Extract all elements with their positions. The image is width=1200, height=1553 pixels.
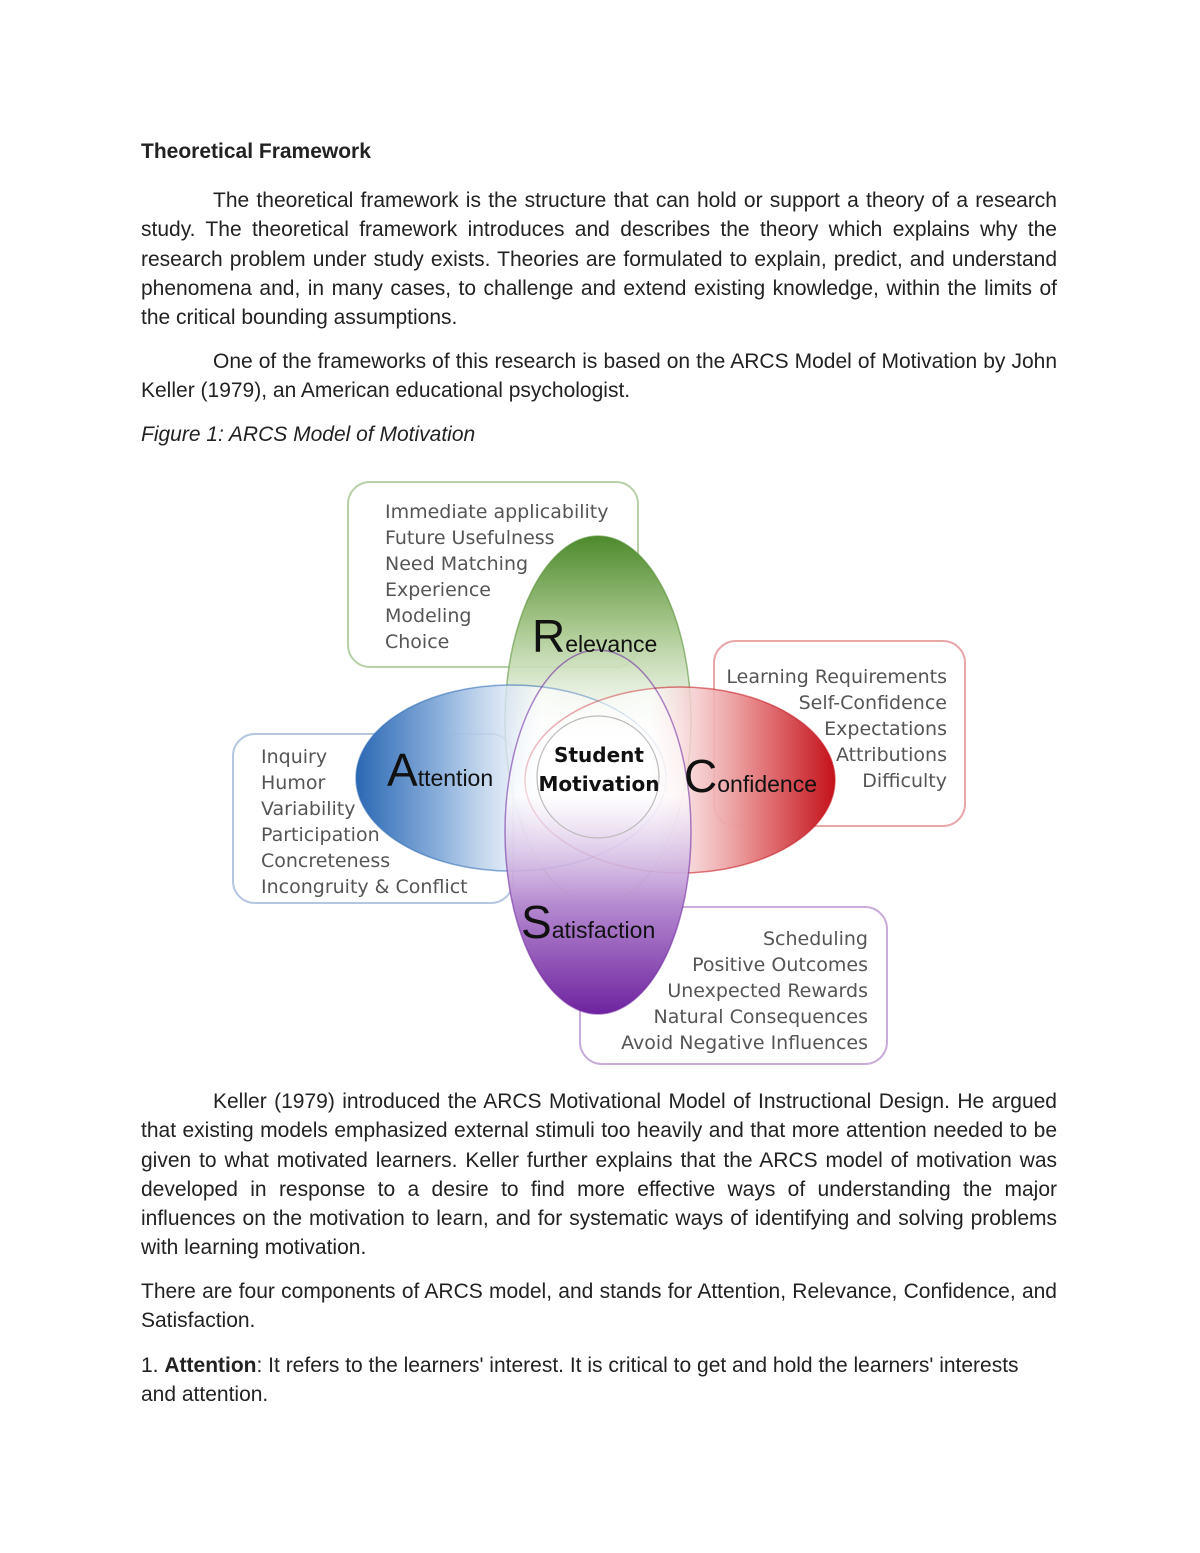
relevance-item: Choice [385, 631, 450, 653]
list-number: 1. [141, 1354, 159, 1377]
satisfaction-item: Natural Consequences [653, 1006, 868, 1028]
relevance-item: Need Matching [385, 553, 529, 575]
attention-item: Concreteness [261, 850, 391, 872]
confidence-item: Difficulty [862, 770, 947, 792]
satisfaction-ellipse [505, 650, 691, 1014]
relevance-item: Future Usefulness [385, 527, 555, 549]
attention-item: Inquiry [261, 746, 328, 768]
relevance-initial: R [532, 610, 566, 662]
center-label-line2: Motivation [538, 772, 660, 796]
relevance-item: Modeling [385, 605, 472, 627]
attention-item: Incongruity & Conflict [261, 876, 468, 898]
paragraph-3: Keller (1979) introduced the ARCS Motivational Model of Instructional Design. He argued that existing models emphasized external stimuli too heavily and that more attention needed to be given to what motivated learners. Keller further explains that the ARCS model of motivation was developed in response to a desire to find more effective ways of understanding the major influences on the motivation to learn, and for systematic ways of identifying and solving problems with learning motivation. [141, 1090, 1057, 1260]
attention-rest: ttention [417, 765, 494, 791]
confidence-item: Self-Confidence [798, 692, 947, 714]
list-term: Attention [164, 1354, 257, 1377]
confidence-initial: C [684, 750, 718, 802]
satisfaction-initial: S [521, 896, 552, 948]
satisfaction-item: Positive Outcomes [692, 954, 868, 976]
satisfaction-item: Unexpected Rewards [667, 980, 868, 1002]
attention-initial: A [387, 744, 418, 796]
relevance-item: Experience [385, 579, 491, 601]
attention-item: Participation [261, 824, 380, 846]
confidence-item: Attributions [835, 744, 947, 766]
attention-item: Variability [261, 798, 356, 820]
paragraph-1: The theoretical framework is the structure that can hold or support a theory of a research study. The theoretical framework introduces and describes the theory which explains why the research problem under study exists. Theories are formulated to explain, predict, and understand phenomena and, in many cases, to challenge and extend existing knowledge, within the limits of the critical bounding assumptions. [141, 189, 1057, 330]
confidence-rest: onfidence [717, 771, 817, 797]
relevance-item: Immediate applicability [385, 501, 609, 523]
list-text: : It refers to the learners' interest. It is critical to get and hold the learners' interests and attention. [141, 1354, 1019, 1407]
center-label-line1: Student [554, 743, 644, 767]
satisfaction-item: Avoid Negative Influences [621, 1032, 868, 1054]
section-heading: Theoretical Framework [141, 140, 371, 163]
paragraph-4: There are four components of ARCS model, and stands for Attention, Relevance, Confidence, and Satisfaction. [141, 1280, 1057, 1333]
satisfaction-item: Scheduling [762, 928, 868, 950]
figure-caption: Figure 1: ARCS Model of Motivation [141, 423, 476, 446]
list-item-attention [141, 1351, 1057, 1410]
confidence-item: Learning Requirements [726, 666, 947, 688]
relevance-rest: elevance [565, 631, 658, 657]
confidence-item: Expectations [824, 718, 947, 740]
paragraph-2: One of the frameworks of this research is based on the ARCS Model of Motivation by John Keller (1979), an American educational psychologist. [141, 350, 1057, 403]
satisfaction-rest: atisfaction [551, 917, 656, 943]
attention-item: Humor [261, 772, 326, 794]
